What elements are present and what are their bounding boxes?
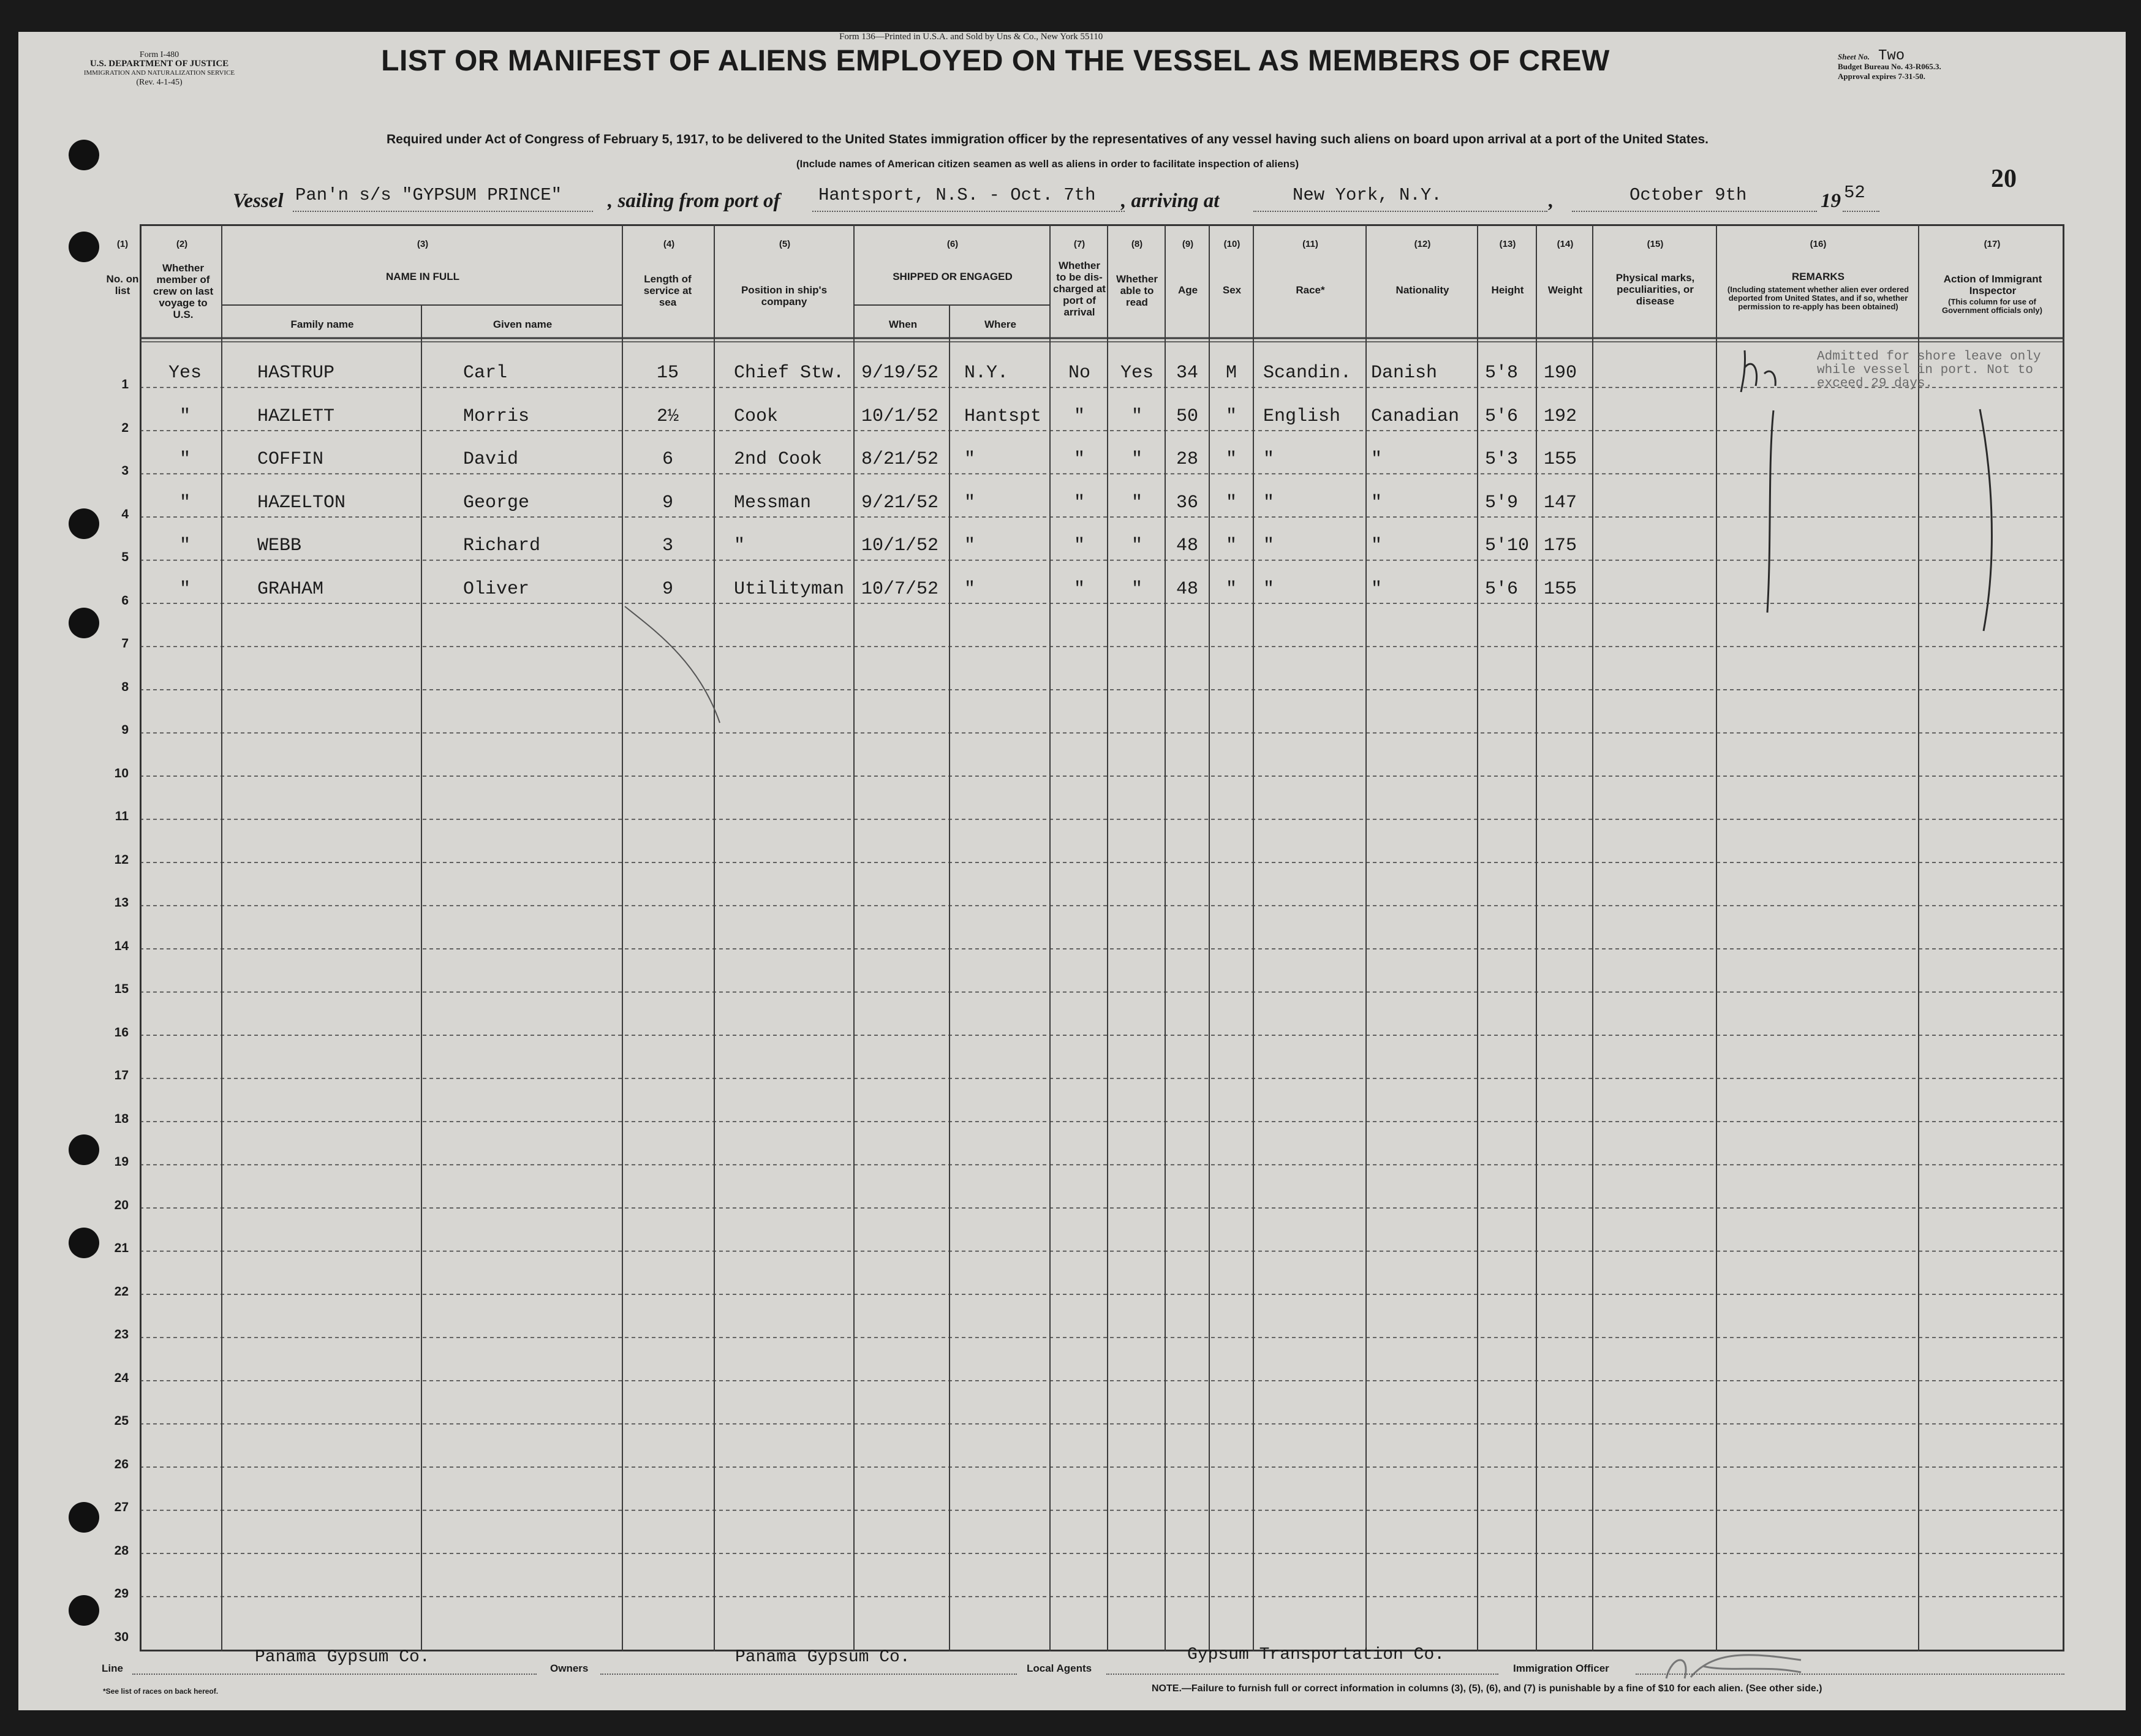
sailing-value: Hantsport, N.S. - Oct. 7th [818,185,1096,205]
crew-cell: " [179,492,191,513]
col-num-2: (2) [176,239,188,249]
nationality-cell: " [1371,578,1383,600]
row-number: 24 [114,1370,129,1385]
row-number: 13 [114,896,129,910]
agents-value: Gypsum Transportation Co. [1187,1645,1445,1664]
able-to-read-cell: " [1131,406,1142,427]
instruction-note: (Include names of American citizen seamen as well as aliens in order to facilitate inspection of aliens) [796,158,1299,170]
discharged-cell: " [1073,449,1085,470]
officer-label: Immigration Officer [1513,1662,1609,1674]
weight-cell: 175 [1544,535,1577,556]
penalty-note: NOTE.—Failure to furnish full or correct information in columns (3), (5), (6), and (7) is punishable by a fine of $10 for each alien. (See other side.) [1152,1683,1822,1694]
weight-cell: 155 [1544,578,1577,600]
line-label: Line [102,1662,123,1674]
row-number: 10 [114,766,129,780]
age-cell: 28 [1176,449,1198,470]
height-cell: 5'3 [1485,449,1519,470]
service-cell: 2½ [656,406,679,427]
col-head-4: Length of service at sea [643,273,692,308]
sex-cell: " [1225,406,1237,427]
race-cell: " [1263,535,1275,556]
row-number: 15 [114,982,129,996]
agents-underline [1106,1674,1498,1675]
owners-value: Panama Gypsum Co. [735,1648,910,1667]
able-to-read-cell: Yes [1120,363,1154,383]
sheet-number: Two [1878,48,1905,64]
col-head-8: Whether able to read [1116,273,1158,308]
race-cell: " [1263,578,1275,600]
row-number: 17 [114,1068,129,1082]
family-name-cell: HAZLETT [257,406,335,427]
age-cell: 36 [1176,492,1198,513]
shipped-where-cell: " [964,578,976,600]
given-name-cell: David [463,449,519,470]
col-num-15: (15) [1647,239,1664,249]
race-cell: " [1263,492,1275,513]
sex-cell: M [1225,363,1237,383]
sailing-label: , sailing from port of [608,190,780,212]
punch-hole [69,140,99,170]
officer-underline [1636,1674,2064,1675]
family-name-cell: GRAHAM [257,578,324,600]
col-num-1: (1) [116,239,129,249]
given-name-cell: Carl [463,363,508,383]
shipped-when-cell: 10/1/52 [861,406,939,427]
col-head-2: Whether member of crew on last voyage to U.S. [153,262,214,320]
col-head-12: Nationality [1395,284,1449,296]
col-head-5: Position in ship's company [741,284,828,308]
row-number: 5 [121,550,129,564]
discharged-cell: No [1068,363,1090,383]
vessel-underline [293,211,593,212]
height-cell: 5'9 [1485,492,1519,513]
col-head-family: Family name [290,319,354,330]
row-number: 20 [114,1198,129,1212]
legal-requirement: Required under Act of Congress of February 5, 1917, to be delivered to the United States immigration officer by the representatives of any vessel having such aliens on board upon arrival at a port of the United States. [386,132,1709,146]
age-cell: 48 [1176,535,1198,556]
crew-cell: " [179,535,191,556]
col-num-9: (9) [1182,239,1194,249]
weight-cell: 155 [1544,449,1577,470]
position-cell: Cook [734,406,779,427]
col-num-5: (5) [779,239,791,249]
row-number: 14 [114,938,129,953]
crew-cell: " [179,578,191,600]
department-name: U.S. DEPARTMENT OF JUSTICE [89,59,229,69]
family-name-cell: COFFIN [257,449,324,470]
row-number: 7 [121,636,129,651]
nationality-cell: " [1371,492,1383,513]
shipped-where-cell: " [964,449,976,470]
agents-label: Local Agents [1027,1662,1092,1674]
col-head-17: Action of Immigrant Inspector [1943,273,2042,296]
col-num-8: (8) [1131,239,1143,249]
revision: (Rev. 4-1-45) [136,78,183,87]
form-number: Form I-480 [139,50,179,59]
position-cell: " [734,535,746,556]
weight-cell: 192 [1544,406,1577,427]
sailing-underline [812,211,1125,212]
row-number: 4 [121,507,129,521]
shipped-when-cell: 9/19/52 [861,363,939,383]
year-suffix: 52 [1844,183,1865,203]
page-title: LIST OR MANIFEST OF ALIENS EMPLOYED ON THE VESSEL AS MEMBERS OF CREW [381,45,1610,77]
discharged-cell: " [1073,492,1085,513]
given-name-cell: Oliver [463,578,530,600]
service-cell: 9 [662,492,673,513]
able-to-read-cell: " [1131,535,1142,556]
col-head-13: Height [1491,284,1524,296]
row-number: 29 [114,1587,129,1601]
discharged-cell: " [1073,578,1085,600]
shipped-where-cell: Hantspt [964,406,1042,427]
shipped-where-cell: " [964,492,976,513]
crew-cell: Yes [168,363,202,383]
col-head-1: No. on list [106,273,139,296]
approval-expiry: Approval expires 7-31-50. [1838,72,1925,81]
row-number: 6 [121,593,129,608]
race-cell: " [1263,449,1275,470]
position-cell: Chief Stw. [734,363,845,383]
nationality-cell: " [1371,449,1383,470]
col-head-16: REMARKS [1792,271,1845,282]
col-num-7: (7) [1073,239,1086,249]
arriving-underline [1253,211,1547,212]
crew-table [140,224,2064,1651]
owners-underline [600,1674,1017,1675]
row-number: 21 [114,1241,129,1255]
shipped-when-cell: 10/7/52 [861,578,939,600]
col-head-7: Whether to be dis-charged at port of arrival [1053,260,1106,318]
row-number: 30 [114,1629,129,1644]
comma-separator: , [1549,190,1554,212]
arriving-value: New York, N.Y. [1293,185,1442,205]
age-cell: 34 [1176,363,1198,383]
row-number: 27 [114,1500,129,1514]
sex-cell: " [1225,578,1237,600]
weight-cell: 147 [1544,492,1577,513]
given-name-cell: George [463,492,530,513]
race-cell: Scandin. [1263,363,1352,383]
col-head-10: Sex [1222,284,1242,296]
printer-line: Form 136—Printed in U.S.A. and Sold by Uns & Co., New York 55110 [839,32,1103,42]
line-underline [132,1674,537,1675]
col-head-9: Age [1177,284,1198,296]
col-num-17: (17) [1984,239,2001,249]
nationality-cell: Danish [1371,363,1438,383]
col-num-3: (3) [417,239,429,249]
row-number: 19 [114,1155,129,1169]
age-cell: 50 [1176,406,1198,427]
nationality-cell: Canadian [1371,406,1460,427]
date-underline [1572,211,1817,212]
action-note: (This column for use of Government officials only) [1942,297,2042,315]
col-num-6: (6) [946,239,959,249]
vessel-label: Vessel [233,190,284,212]
remarks-stamp: Admitted for shore leave only while vessel in port. Not to exceed 29 days. [1817,350,2041,391]
col-num-11: (11) [1302,239,1318,249]
service-cell: 6 [662,449,673,470]
service-name: IMMIGRATION AND NATURALIZATION SERVICE [83,69,235,77]
service-cell: 3 [662,535,673,556]
year-prefix: 19 [1821,190,1841,212]
vessel-value: Pan'n s/s "GYPSUM PRINCE" [295,185,562,205]
col-head-6: SHIPPED OR ENGAGED [893,271,1013,282]
sheet-info [1838,48,2058,81]
weight-cell: 190 [1544,363,1577,383]
col-head-where: Where [984,319,1016,330]
given-name-cell: Richard [463,535,541,556]
sex-cell: " [1225,449,1237,470]
row-number: 8 [121,679,129,694]
sex-cell: " [1225,492,1237,513]
discharged-cell: " [1073,535,1085,556]
crew-cell: " [179,449,191,470]
family-name-cell: WEBB [257,535,302,556]
row-number: 18 [114,1111,129,1126]
arriving-label: , arriving at [1121,190,1220,212]
position-cell: Utilityman [734,578,845,600]
shipped-where-cell: N.Y. [964,363,1009,383]
shipped-when-cell: 10/1/52 [861,535,939,556]
height-cell: 5'6 [1485,578,1519,600]
row-number: 26 [114,1457,129,1471]
col-num-16: (16) [1810,239,1827,249]
row-number: 25 [114,1414,129,1428]
row-number: 9 [121,723,129,737]
budget-bureau: Budget Bureau No. 43-R065.3. [1838,62,1941,71]
sex-cell: " [1225,535,1237,556]
table-lines [140,224,2064,1651]
col-head-15: Physical marks, peculiarities, or disease [1615,272,1695,307]
punch-hole [69,232,99,262]
height-cell: 5'8 [1485,363,1519,383]
position-cell: 2nd Cook [734,449,823,470]
col-head-given: Given name [493,319,553,330]
row-number: 3 [121,464,129,478]
given-name-cell: Morris [463,406,530,427]
family-name-cell: HASTRUP [257,363,335,383]
crew-cell: " [179,406,191,427]
col-num-14: (14) [1557,239,1574,249]
family-name-cell: HAZELTON [257,492,346,513]
col-head-14: Weight [1547,284,1583,296]
col-num-12: (12) [1414,239,1431,249]
row-number: 22 [114,1284,129,1299]
punch-hole [69,608,99,638]
row-number: 23 [114,1327,129,1342]
service-cell: 15 [656,363,679,383]
row-number: 11 [115,809,129,823]
row-number: 1 [121,377,129,391]
date-value: October 9th [1629,185,1747,205]
col-num-13: (13) [1499,239,1516,249]
row-number: 12 [114,852,129,867]
year-underline [1843,211,1879,212]
race-cell: English [1263,406,1341,427]
row-number: 16 [114,1025,129,1040]
department-block [61,50,257,87]
line-value: Panama Gypsum Co. [255,1648,430,1667]
page-number: 20 [1991,165,2017,193]
able-to-read-cell: " [1131,492,1142,513]
row-number: 28 [114,1543,129,1558]
service-cell: 9 [662,578,673,600]
race-footnote: *See list of races on back hereof. [103,1687,219,1696]
shipped-where-cell: " [964,535,976,556]
sheet-label: Sheet No. [1838,52,1870,61]
col-head-3: NAME IN FULL [386,271,459,282]
remarks-note: (Including statement whether alien ever ordered deported from United States, and if so, whether permission to re-apply has been obtained) [1727,285,1909,311]
position-cell: Messman [734,492,812,513]
height-cell: 5'6 [1485,406,1519,427]
owners-label: Owners [550,1662,589,1674]
height-cell: 5'10 [1485,535,1530,556]
shipped-when-cell: 8/21/52 [861,449,939,470]
col-head-11: Race* [1296,284,1325,296]
able-to-read-cell: " [1131,449,1142,470]
col-num-10: (10) [1223,239,1240,249]
discharged-cell: " [1073,406,1085,427]
shipped-when-cell: 9/21/52 [861,492,939,513]
row-number: 2 [121,420,129,435]
col-head-when: When [888,319,918,330]
nationality-cell: " [1371,535,1383,556]
age-cell: 48 [1176,578,1198,600]
col-num-4: (4) [663,239,675,249]
able-to-read-cell: " [1131,578,1142,600]
